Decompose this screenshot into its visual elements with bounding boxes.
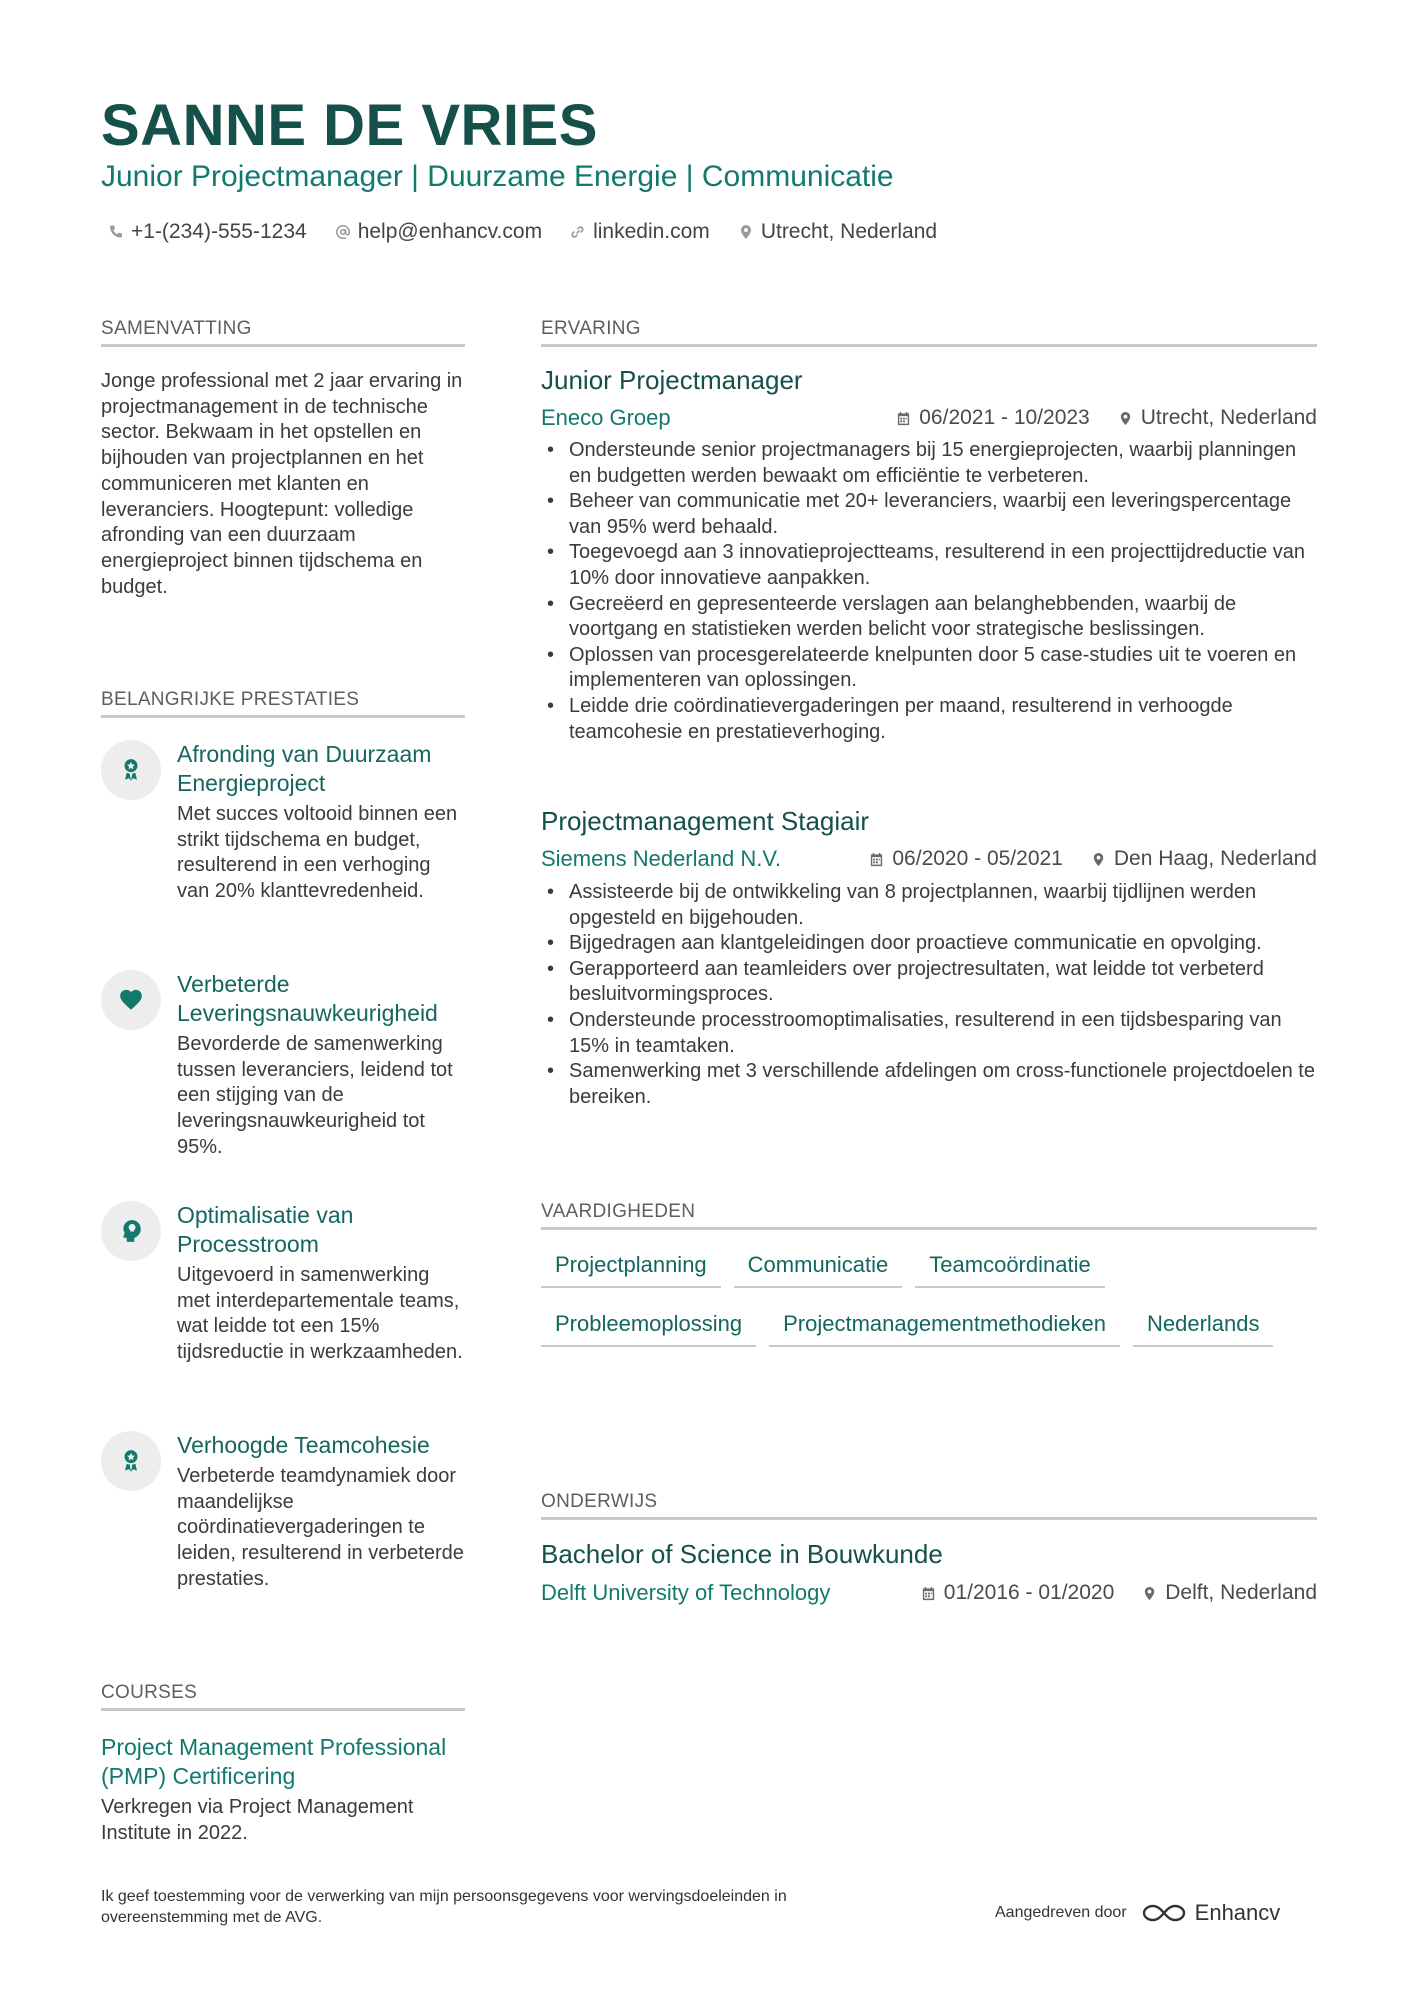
job-bullets [541, 438, 1317, 745]
powered-by-label: Aangedreven door [995, 1904, 1127, 1921]
contact-email-text: help@enhancv.com [357, 220, 543, 243]
headline: Junior Projectmanager | Duurzame Energie | Communicatie [101, 160, 894, 193]
job-meta [541, 846, 1317, 872]
powered-by[interactable] [995, 1900, 1280, 1926]
location-icon [1118, 411, 1133, 426]
list-item: • Oplossen van procesgerelateerde knelpunten door 5 case-studies uit te voeren en implementeren van oplossingen. [541, 643, 1317, 694]
phone-icon [108, 224, 124, 240]
list-item: • Toegevoegd aan 3 innovatieprojectteams, resulterend in een projecttijdreductie van 10% door innovatieve aanpakken. [541, 540, 1317, 591]
job-title: Projectmanagement Stagiair [541, 806, 870, 836]
calendar-icon [869, 852, 884, 867]
contact-bar [108, 220, 937, 244]
education-location: Delft, Nederland [1165, 1581, 1317, 1604]
consent-text: Ik geef toestemming voor de verwerking van mijn persoonsgegevens voor wervingsdoeleinden in overeenstemming met de AVG. [101, 1888, 787, 1926]
list-item: • Gecreëerd en gepresenteerde verslagen aan belanghebbenden, waarbij de voortgang en statistieken werden belicht voor strategische beslissingen. [541, 592, 1317, 643]
skill-tag: Nederlands [1133, 1307, 1274, 1347]
candidate-name: SANNE DE VRIES [101, 93, 598, 158]
job-meta [541, 405, 1317, 431]
achievement-description: Met succes voltooid binnen een strikt tijdschema en budget, resulterend in een verhoging van 20% klanttevredenheid. [177, 803, 458, 903]
job-dates: 06/2020 - 05/2021 [892, 847, 1063, 870]
achievement-title: Optimalisatie van Processtroom [177, 1202, 354, 1257]
skill-tag: Communicatie [734, 1248, 903, 1288]
contact-location [738, 220, 937, 244]
list-item: • Ondersteunde processtroomoptimalisaties, resulterend in een tijdsbesparing van 15% in teamtaken. [541, 1008, 1317, 1059]
list-item: • Bijgedragen aan klantgeleidingen door proactieve communicatie en opvolging. [541, 931, 1317, 957]
calendar-icon [921, 1586, 936, 1601]
summary-heading: SAMENVATTING [101, 318, 465, 347]
job-location: Den Haag, Nederland [1113, 847, 1317, 870]
skill-tag: Teamcoördinatie [915, 1248, 1104, 1288]
enhancv-logo [1141, 1900, 1281, 1926]
skill-tag: Projectplanning [541, 1248, 721, 1288]
contact-phone[interactable] [108, 220, 307, 244]
location-icon [1142, 1586, 1157, 1601]
skill-tag: Probleemoplossing [541, 1307, 756, 1347]
contact-email[interactable] [335, 220, 542, 244]
contact-linkedin[interactable] [570, 220, 710, 244]
courses-heading: COURSES [101, 1682, 465, 1711]
location-icon [1091, 852, 1106, 867]
skills-list [541, 1248, 1317, 1347]
school-name: Delft University of Technology [541, 1580, 831, 1605]
company-name: Eneco Groep [541, 405, 671, 430]
experience-heading: ERVARING [541, 318, 1317, 347]
award-icon [118, 757, 144, 783]
degree-title: Bachelor of Science in Bouwkunde [541, 1539, 943, 1569]
education-meta [541, 1580, 1317, 1606]
list-item: • Ondersteunde senior projectmanagers bij 15 energieprojecten, waarbij planningen en budgetten werden bewaakt om efficiëntie te verbeteren. [541, 438, 1317, 489]
achievement-description: Bevorderde de samenwerking tussen leveranciers, leidend tot een stijging van de leveringsnauwkeurigheid tot 95%. [177, 1033, 453, 1158]
list-item: • Assisteerde bij de ontwikkeling van 8 projectplannen, waarbij tijdlijnen werden opgesteld en bijgehouden. [541, 880, 1317, 931]
summary-text: Jonge professional met 2 jaar ervaring in projectmanagement in de technische sector. Bekwaam in het opstellen en bijhouden van projectplannen en het communiceren met klanten en leveranciers. Hoogtepunt: volledige afronding van een duurzaam energieproject binnen tijdschema en budget. [101, 370, 463, 598]
achievement-title: Verhoogde Teamcohesie [177, 1432, 430, 1458]
list-item: • Gerapporteerd aan teamleiders over projectresultaten, wat leidde tot verbeterd besluitvormingsproces. [541, 957, 1317, 1008]
list-item: • Samenwerking met 3 verschillende afdelingen om cross-functionele projectdoelen te bereiken. [541, 1059, 1317, 1110]
contact-phone-text: +1-(234)-555-1234 [131, 220, 307, 243]
infinity-logo-icon [1141, 1901, 1187, 1925]
list-item: • Leidde drie coördinatievergaderingen per maand, resulterend in verhoogde teamcohesie en prestatieverhoging. [541, 694, 1317, 745]
achievements-heading: BELANGRIJKE PRESTATIES [101, 689, 465, 718]
contact-linkedin-text: linkedin.com [593, 220, 710, 243]
skill-tag: Projectmanagementmethodieken [769, 1307, 1120, 1347]
job-bullets [541, 880, 1317, 1110]
company-name: Siemens Nederland N.V. [541, 846, 782, 871]
award-icon [118, 1448, 144, 1474]
brand-name: Enhancv [1194, 1900, 1281, 1925]
achievement-title: Verbeterde Leveringsnauwkeurigheid [177, 971, 438, 1026]
heart-icon [118, 987, 144, 1013]
link-icon [570, 224, 586, 240]
head-idea-icon [118, 1218, 144, 1244]
achievement-description: Uitgevoerd in samenwerking met interdepartementale teams, wat leidde tot een 15% tijdsreductie in werkzaamheden. [177, 1264, 463, 1364]
education-dates: 01/2016 - 01/2020 [943, 1581, 1115, 1604]
course-description: Verkregen via Project Management Institute in 2022. [101, 1796, 414, 1844]
contact-location-text: Utrecht, Nederland [760, 220, 938, 243]
location-icon [738, 224, 754, 240]
job-title: Junior Projectmanager [541, 365, 803, 395]
achievement-title: Afronding van Duurzaam Energieproject [177, 741, 432, 796]
job-location: Utrecht, Nederland [1140, 406, 1317, 429]
achievement-description: Verbeterde teamdynamiek door maandelijkse coördinatievergaderingen te leiden, resulterend in verbeterde prestaties. [177, 1465, 464, 1590]
education-heading: ONDERWIJS [541, 1491, 1317, 1520]
at-icon [335, 224, 351, 240]
list-item: • Beheer van communicatie met 20+ leveranciers, waarbij een leveringspercentage van 95% werd behaald. [541, 489, 1317, 540]
skills-heading: VAARDIGHEDEN [541, 1201, 1317, 1230]
calendar-icon [896, 411, 911, 426]
job-dates: 06/2021 - 10/2023 [919, 406, 1090, 429]
course-title: Project Management Professional (PMP) Certificering [101, 1734, 447, 1789]
